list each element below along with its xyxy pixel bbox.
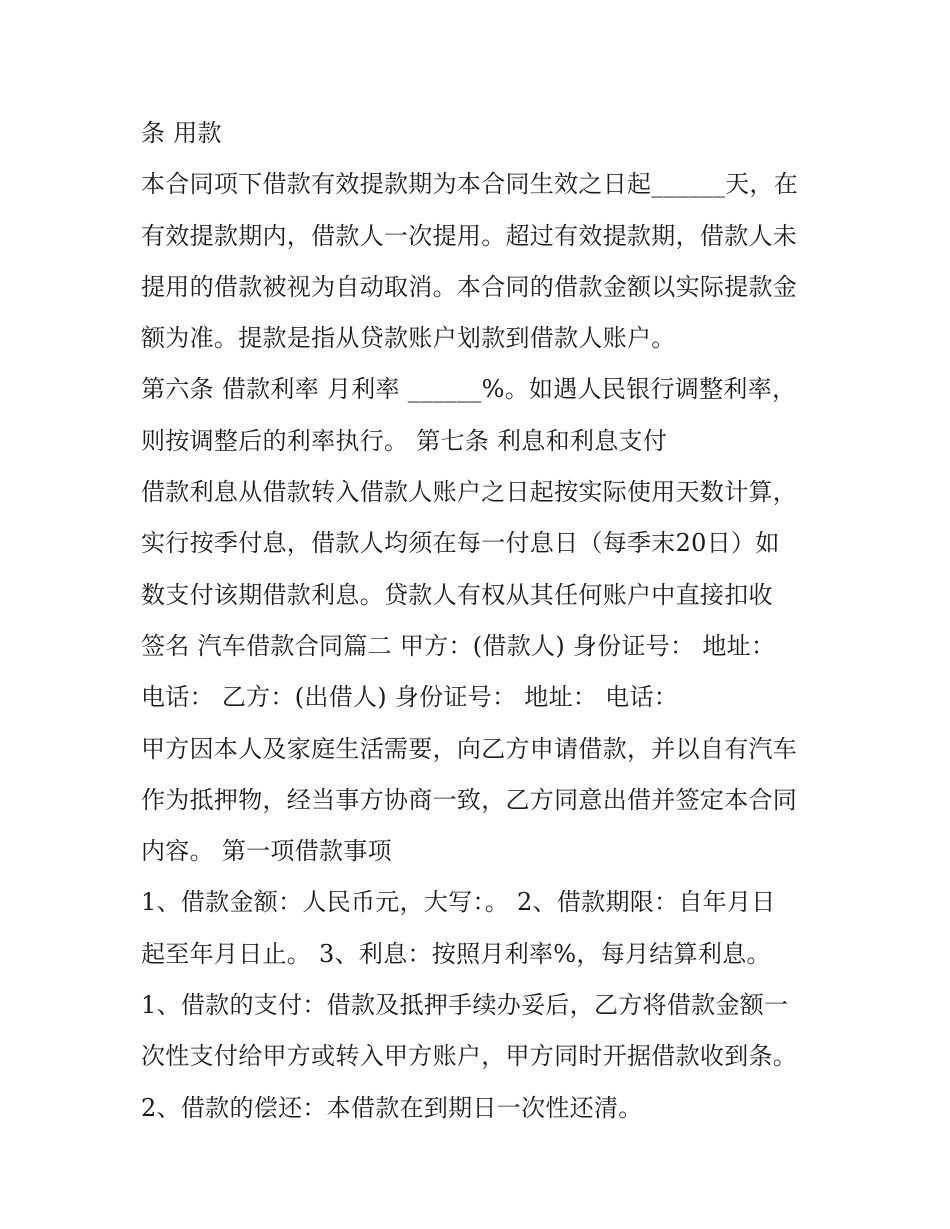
text-line: 本合同项下借款有效提款期为本合同生效之日起______天，在 [141,170,798,199]
text-line: 作为抵押物，经当事方协商一致，乙方同意出借并签定本合同 [141,785,798,814]
text-line: 次性支付给甲方或转入甲方账户，甲方同时开据借款收到条。 [141,1042,798,1071]
text-line: 借款利息从借款转入借款人账户之日起按实际使用天数计算， [141,478,798,507]
text-line: 1、借款金额：人民币元，大写：。 2、借款期限：自年月日 [141,888,776,917]
text-line: 签名 汽车借款合同篇二 甲方：(借款人) 身份证号： 地址： [141,631,776,660]
text-line: 实行按季付息，借款人均须在每一付息日（每季末20日）如 [141,529,780,558]
text-line: 2、借款的偿还：本借款在到期日一次性还清。 [141,1093,643,1122]
text-line: 内容。 第一项借款事项 [141,837,392,866]
text-line: 条 用款 [141,119,222,147]
text-line: 1、借款的支付：借款及抵押手续办妥后，乙方将借款金额一 [141,991,789,1020]
text-line: 数支付该期借款利息。贷款人有权从其任何账户中直接扣收 [141,580,773,609]
text-line: 提用的借款被视为自动取消。本合同的借款金额以实际提款金 [141,272,798,301]
text-line: 第六条 借款利率 月利率 ______%。如遇人民银行调整利率， [141,375,797,404]
text-line: 则按调整后的利率执行。 第七条 利息和利息支付 [141,426,668,455]
text-line: 电话： 乙方：(出借人) 身份证号： 地址： 电话： [141,683,679,712]
text-line: 额为准。提款是指从贷款账户划款到借款人账户。 [141,324,676,353]
text-line: 甲方因本人及家庭生活需要，向乙方申请借款，并以自有汽车 [141,734,798,763]
text-line: 起至年月日止。 3、利息：按照月利率%，每月结算利息。 [141,939,771,968]
text-line: 有效提款期内，借款人一次提用。超过有效提款期，借款人未 [141,221,798,250]
document-body [141,108,831,1134]
